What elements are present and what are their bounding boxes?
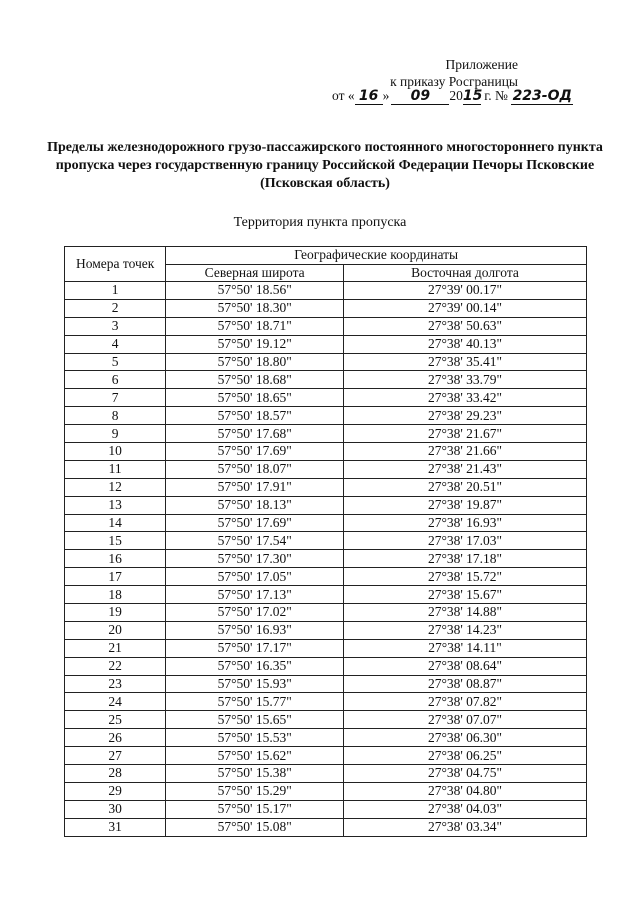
coordinates-table (64, 246, 587, 837)
col-points-header: Номера точек (65, 247, 166, 282)
document-subtitle: Территория пункта пропуска (233, 215, 407, 230)
latitude-cell: 57°50' 15.17" (166, 800, 344, 818)
table-row (65, 639, 587, 657)
latitude-cell: 57°50' 17.30" (166, 550, 344, 568)
point-number-cell: 12 (65, 478, 166, 496)
table-row (65, 389, 587, 407)
longitude-cell: 27°39' 00.14" (343, 299, 586, 317)
longitude-cell: 27°38' 15.72" (343, 568, 586, 586)
point-number-cell: 16 (65, 550, 166, 568)
date-prefix: от « (332, 88, 355, 103)
table-row (65, 532, 587, 550)
latitude-cell: 57°50' 18.13" (166, 496, 344, 514)
point-number-cell: 10 (65, 443, 166, 461)
longitude-cell: 27°38' 33.42" (343, 389, 586, 407)
latitude-cell: 57°50' 18.80" (166, 353, 344, 371)
point-number-cell: 28 (65, 765, 166, 783)
table-row (65, 800, 587, 818)
order-day: 16 (355, 88, 383, 105)
latitude-cell: 57°50' 17.05" (166, 568, 344, 586)
col-longitude-header: Восточная долгота (343, 264, 586, 282)
longitude-cell: 27°38' 21.67" (343, 425, 586, 443)
longitude-cell: 27°38' 17.03" (343, 532, 586, 550)
longitude-cell: 27°38' 16.93" (343, 514, 586, 532)
table-row (65, 568, 587, 586)
point-number-cell: 5 (65, 353, 166, 371)
latitude-cell: 57°50' 17.69" (166, 443, 344, 461)
longitude-cell: 27°38' 04.03" (343, 800, 586, 818)
point-number-cell: 13 (65, 496, 166, 514)
longitude-cell: 27°38' 20.51" (343, 478, 586, 496)
longitude-cell: 27°38' 40.13" (343, 335, 586, 353)
latitude-cell: 57°50' 18.57" (166, 407, 344, 425)
table-row (65, 282, 587, 300)
point-number-cell: 2 (65, 299, 166, 317)
longitude-cell: 27°38' 08.87" (343, 675, 586, 693)
latitude-cell: 57°50' 17.69" (166, 514, 344, 532)
point-number-cell: 15 (65, 532, 166, 550)
order-month: 09 (391, 88, 449, 105)
table-row (65, 818, 587, 836)
longitude-cell: 27°38' 15.67" (343, 586, 586, 604)
date-quote-close: » (382, 88, 390, 103)
table-row (65, 514, 587, 532)
point-number-cell: 7 (65, 389, 166, 407)
table-row (65, 496, 587, 514)
point-number-cell: 20 (65, 621, 166, 639)
latitude-cell: 57°50' 18.68" (166, 371, 344, 389)
point-number-cell: 14 (65, 514, 166, 532)
latitude-cell: 57°50' 17.17" (166, 639, 344, 657)
year-prefix: 20 (449, 88, 463, 103)
latitude-cell: 57°50' 15.29" (166, 782, 344, 800)
longitude-cell: 27°38' 03.34" (343, 818, 586, 836)
longitude-cell: 27°38' 21.66" (343, 443, 586, 461)
longitude-cell: 27°38' 19.87" (343, 496, 586, 514)
longitude-cell: 27°38' 50.63" (343, 317, 586, 335)
longitude-cell: 27°38' 07.07" (343, 711, 586, 729)
longitude-cell: 27°38' 06.25" (343, 747, 586, 765)
point-number-cell: 21 (65, 639, 166, 657)
latitude-cell: 57°50' 15.38" (166, 765, 344, 783)
table-row (65, 443, 587, 461)
latitude-cell: 57°50' 15.08" (166, 818, 344, 836)
point-number-cell: 3 (65, 317, 166, 335)
longitude-cell: 27°38' 04.75" (343, 765, 586, 783)
table-row (65, 353, 587, 371)
latitude-cell: 57°50' 16.93" (166, 621, 344, 639)
latitude-cell: 57°50' 19.12" (166, 335, 344, 353)
longitude-cell: 27°38' 08.64" (343, 657, 586, 675)
latitude-cell: 57°50' 18.71" (166, 317, 344, 335)
point-number-cell: 25 (65, 711, 166, 729)
col-latitude-header: Северная широта (166, 264, 344, 282)
latitude-cell: 57°50' 17.02" (166, 604, 344, 622)
latitude-cell: 57°50' 17.91" (166, 478, 344, 496)
table-row (65, 693, 587, 711)
longitude-cell: 27°38' 14.11" (343, 639, 586, 657)
table-body (65, 282, 587, 837)
longitude-cell: 27°38' 33.79" (343, 371, 586, 389)
appendix-line-2: к приказу Росграницы (390, 74, 518, 89)
point-number-cell: 24 (65, 693, 166, 711)
point-number-cell: 11 (65, 460, 166, 478)
point-number-cell: 6 (65, 371, 166, 389)
latitude-cell: 57°50' 17.54" (166, 532, 344, 550)
appendix-date-line (332, 88, 573, 105)
document-title: Пределы железнодорожного грузо-пассажирского постоянного многостороннего пункта пропуска через государственную границу Российской Федерации Печоры Псковские (Псковская область) (47, 140, 603, 191)
table-row (65, 460, 587, 478)
table-row (65, 371, 587, 389)
latitude-cell: 57°50' 17.68" (166, 425, 344, 443)
table-row (65, 317, 587, 335)
longitude-cell: 27°38' 06.30" (343, 729, 586, 747)
point-number-cell: 22 (65, 657, 166, 675)
geo-coordinates-header: Географические координаты (166, 247, 587, 265)
point-number-cell: 17 (65, 568, 166, 586)
table-row (65, 335, 587, 353)
table-row (65, 550, 587, 568)
table-row (65, 782, 587, 800)
latitude-cell: 57°50' 15.93" (166, 675, 344, 693)
table-row (65, 586, 587, 604)
longitude-cell: 27°38' 04.80" (343, 782, 586, 800)
table-row (65, 425, 587, 443)
table-row (65, 621, 587, 639)
order-number: 223-ОД (512, 88, 572, 104)
latitude-cell: 57°50' 15.62" (166, 747, 344, 765)
latitude-cell: 57°50' 16.35" (166, 657, 344, 675)
point-number-cell: 18 (65, 586, 166, 604)
table-row (65, 729, 587, 747)
longitude-cell: 27°38' 17.18" (343, 550, 586, 568)
latitude-cell: 57°50' 15.53" (166, 729, 344, 747)
latitude-cell: 57°50' 18.30" (166, 299, 344, 317)
point-number-cell: 8 (65, 407, 166, 425)
table-row (65, 747, 587, 765)
point-number-cell: 26 (65, 729, 166, 747)
table-row (65, 407, 587, 425)
longitude-cell: 27°39' 00.17" (343, 282, 586, 300)
table-row (65, 765, 587, 783)
latitude-cell: 57°50' 18.65" (166, 389, 344, 407)
table-row (65, 675, 587, 693)
longitude-cell: 27°38' 21.43" (343, 460, 586, 478)
table-row (65, 478, 587, 496)
longitude-cell: 27°38' 29.23" (343, 407, 586, 425)
table-row (65, 604, 587, 622)
point-number-cell: 27 (65, 747, 166, 765)
order-year-suffix: 15 (462, 88, 483, 104)
latitude-cell: 57°50' 18.07" (166, 460, 344, 478)
table-row (65, 299, 587, 317)
latitude-cell: 57°50' 18.56" (166, 282, 344, 300)
point-number-cell: 29 (65, 782, 166, 800)
appendix-line-1: Приложение (445, 57, 518, 72)
latitude-cell: 57°50' 15.65" (166, 711, 344, 729)
number-prefix: г. № (484, 88, 508, 103)
point-number-cell: 4 (65, 335, 166, 353)
table-row (65, 657, 587, 675)
longitude-cell: 27°38' 07.82" (343, 693, 586, 711)
point-number-cell: 30 (65, 800, 166, 818)
latitude-cell: 57°50' 15.77" (166, 693, 344, 711)
point-number-cell: 23 (65, 675, 166, 693)
point-number-cell: 31 (65, 818, 166, 836)
latitude-cell: 57°50' 17.13" (166, 586, 344, 604)
longitude-cell: 27°38' 14.23" (343, 621, 586, 639)
table-row (65, 711, 587, 729)
point-number-cell: 19 (65, 604, 166, 622)
longitude-cell: 27°38' 14.88" (343, 604, 586, 622)
point-number-cell: 1 (65, 282, 166, 300)
longitude-cell: 27°38' 35.41" (343, 353, 586, 371)
point-number-cell: 9 (65, 425, 166, 443)
